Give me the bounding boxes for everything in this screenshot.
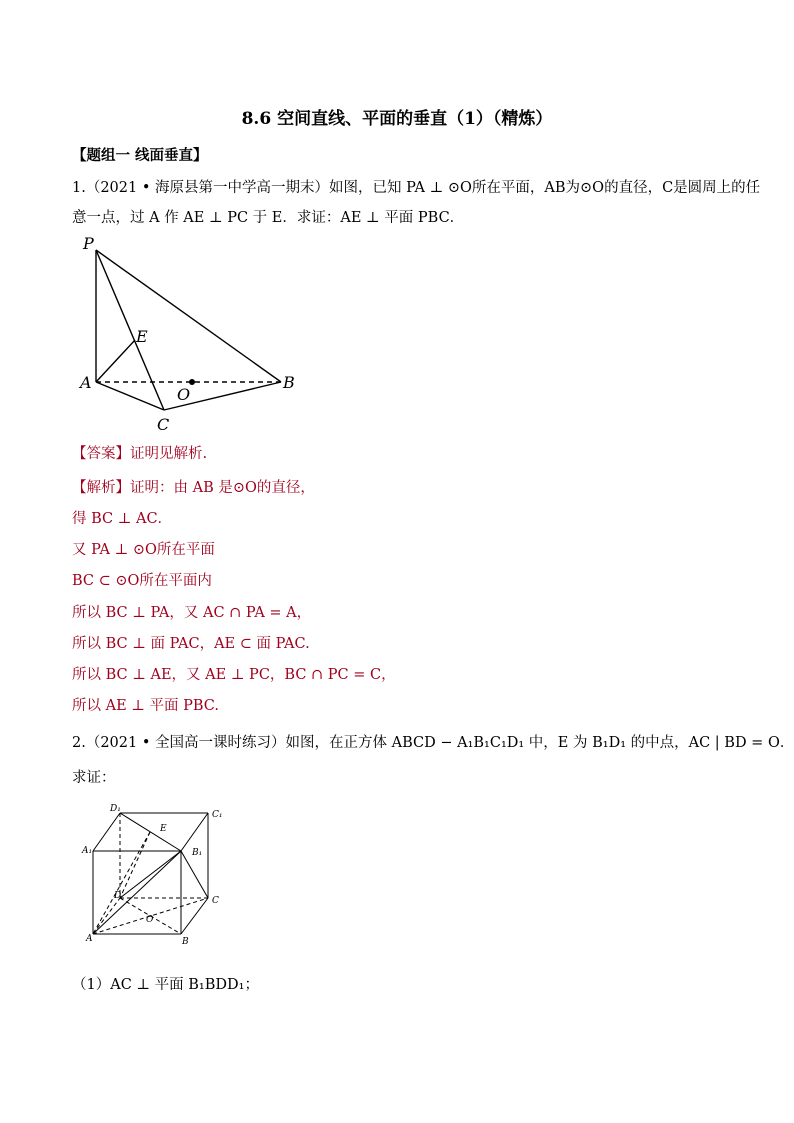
q2-label-d: D xyxy=(114,891,122,901)
q2-label-c1: C₁ xyxy=(212,810,223,820)
q2-text-line1: 2.（2021 • 全国高一课时练习）如图，在正方体 ABCD − A₁B₁C₁D₁ 中，E 为 B₁D₁ 的中点，AC | BD = O． xyxy=(72,735,794,751)
q2-label-a: A xyxy=(86,934,93,944)
page-title: 8.6 空间直线、平面的垂直（1）（精炼） xyxy=(241,109,553,129)
q1-solution-line1: 【解析】证明：由 AB 是⊙O的直径， xyxy=(72,480,315,496)
q1-solution-line5: 所以 BC ⊥ PA，又 AC ∩ PA = A， xyxy=(72,605,312,621)
q2-part1: （1）AC ⊥ 平面 B₁BDD₁； xyxy=(72,977,259,993)
q1-solution-line4: BC ⊂ ⊙O所在平面内 xyxy=(72,573,212,589)
q2-label-b1: B₁ xyxy=(192,848,203,858)
q2-label-b: B xyxy=(182,937,189,947)
q1-solution-line6: 所以 BC ⊥ 面 PAC，AE ⊂ 面 PAC. xyxy=(72,636,310,652)
q1-label-a: A xyxy=(80,373,92,392)
q1-label-c: C xyxy=(157,415,170,434)
q1-text-line1: 1.（2021 • 海原县第一中学高一期末）如图，已知 PA ⊥ ⊙O所在平面，AB为⊙O的直径，C是圆周上的任 xyxy=(72,180,761,196)
q1-label-e: E xyxy=(136,327,148,346)
q1-solution-line2: 得 BC ⊥ AC． xyxy=(72,511,173,527)
q1-solution-line3: 又 PA ⊥ ⊙O所在平面 xyxy=(72,542,215,558)
q1-label-o: O xyxy=(177,385,191,404)
q1-solution-line8: 所以 AE ⊥ 平面 PBC. xyxy=(72,698,219,714)
q2-label-d1: D₁ xyxy=(110,804,121,814)
q2-label-c: C xyxy=(212,896,219,906)
q2-label-e: E xyxy=(160,824,167,834)
group-heading: 【题组一 线面垂直】 xyxy=(72,147,208,164)
q1-label-b: B xyxy=(283,373,295,392)
q2-label-o: O xyxy=(146,915,154,925)
q2-text-line2: 求证： xyxy=(72,770,116,786)
q1-answer: 【答案】证明见解析. xyxy=(72,446,208,462)
q1-text-line2: 意一点，过 A 作 AE ⊥ PC 于 E．求证：AE ⊥ 平面 PBC． xyxy=(72,210,465,226)
q1-solution-line7: 所以 BC ⊥ AE，又 AE ⊥ PC，BC ∩ PC = C， xyxy=(72,667,396,683)
q1-label-p: P xyxy=(83,234,94,253)
q2-label-a1: A₁ xyxy=(82,846,93,856)
